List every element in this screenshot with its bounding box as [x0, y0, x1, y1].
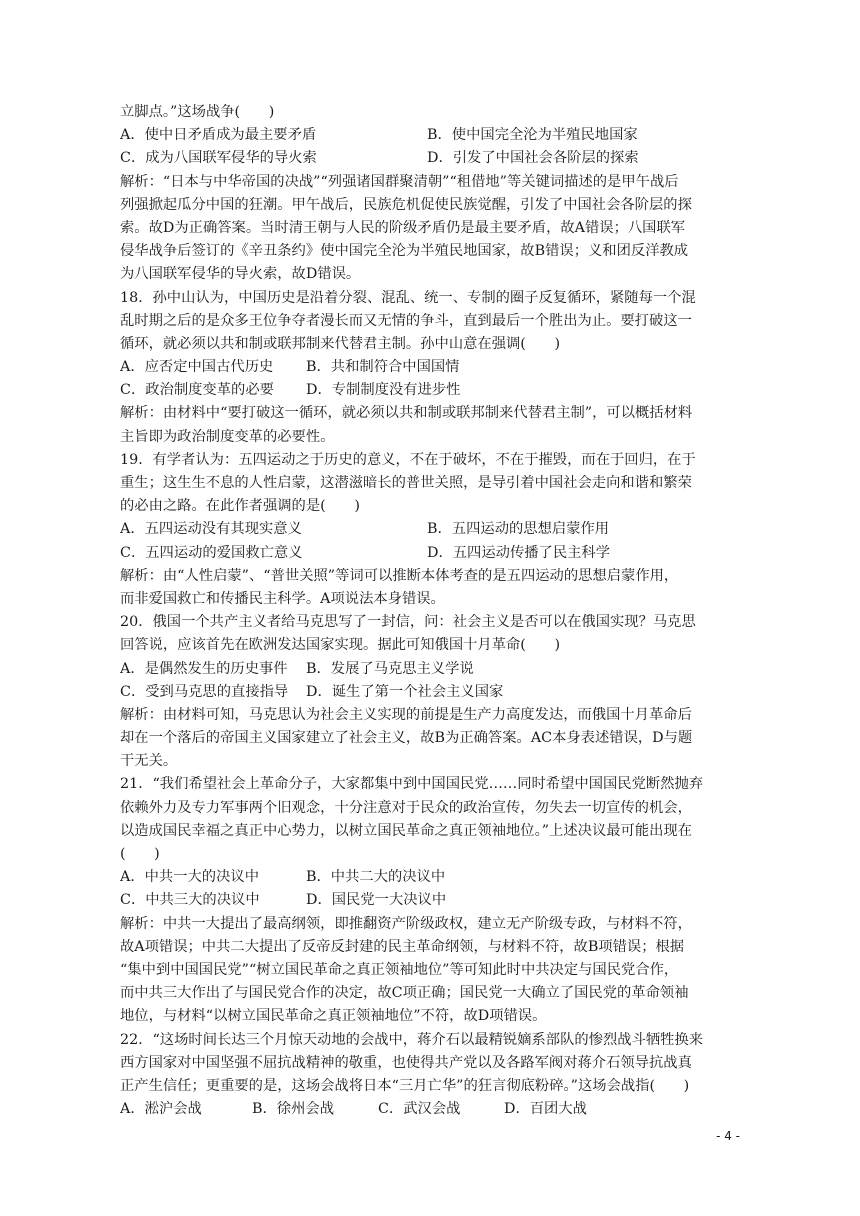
text-line: 解析：由材料中“要打破这一循环，就必须以共和制或联邦制来代替君主制”，可以概括材料 — [120, 405, 693, 422]
answer-option: D．引发了中国社会各阶层的探索 — [427, 150, 639, 167]
options-row — [120, 518, 742, 541]
text-line: 侵华战争后签订的《辛丑条约》使中国完全沦为半殖民地国家，故B错误；义和团反洋教成 — [120, 243, 689, 260]
answer-option: D．五四运动传播了民主科学 — [427, 544, 611, 561]
text-line: 循环，就必须以共和制或联邦制来代替君主制。孙中山意在强调( ) — [120, 335, 561, 352]
text-line: 20．俄国一个共产主义者给马克思写了一封信，问：社会主义是否可以在俄国实现？马克思 — [120, 614, 696, 631]
answer-option: C．政治制度变革的必要 — [120, 382, 274, 399]
text-line: 为八国联军侵华的导火索，故D错误。 — [120, 266, 361, 283]
answer-option: C．武汉会战 — [378, 1101, 461, 1118]
text-line: 而非爱国救亡和传播民主科学。A项说法本身错误。 — [120, 590, 445, 607]
answer-option: D．专制制度没有进步性 — [306, 382, 461, 399]
options-row — [120, 658, 742, 681]
answer-option: B．共和制符合中国国情 — [306, 359, 460, 376]
text-line: 22．“这场时间长达三个月惊天动地的会战中，蒋介石以最精锐嫡系部队的惨烈战斗牺牲换来 — [120, 1031, 704, 1048]
text-line: 重生；这生生不息的人性启蒙，这潜滋暗长的普世关照，是导引着中国社会走向和谐和繁荣 — [120, 475, 692, 491]
text-line: 正产生信任；更重要的是，这场会战将日本“三月亡华”的狂言彻底粉碎。”这场会战指( ) — [120, 1077, 690, 1094]
text-line: 干无关。 — [120, 753, 178, 770]
text-line: “集中到中国国民党”“树立国民革命之真正领袖地位”等可知此时中共决定与国民党合作， — [120, 961, 679, 978]
options-row — [120, 889, 742, 912]
text-line: 19．有学者认为：五四运动之于历史的意义，不在于破坏，不在于摧毁，而在于回归，在于 — [120, 451, 696, 468]
page-number: - 4 - — [716, 1129, 740, 1143]
answer-option: C．中共三大的决议中 — [120, 892, 260, 909]
options-row — [120, 866, 742, 889]
answer-option: D．百团大战 — [504, 1101, 587, 1118]
options-row — [120, 681, 742, 704]
text-line: 西方国家对中国坚强不屈抗战精神的敬重，也使得共产党以及各路军阀对蒋介石领导抗战真 — [120, 1054, 692, 1071]
answer-option: D．国民党一大决议中 — [306, 892, 447, 909]
text-line: 回答说，应该首先在欧洲发达国家实现。据此可知俄国十月革命( ) — [120, 637, 561, 654]
text-line: 解析：由材料可知，马克思认为社会主义实现的前提是生产力高度发达，而俄国十月革命后 — [120, 706, 692, 723]
document-page — [120, 101, 742, 1121]
answer-option: D．诞生了第一个社会主义国家 — [306, 683, 504, 700]
answer-option: B．发展了马克思主义学说 — [306, 660, 474, 677]
answer-option: A．应否定中国古代历史 — [120, 359, 274, 376]
text-line: 解析：由“人性启蒙”、“普世关照”等词可以推断本体考查的是五四运动的思想启蒙作用， — [120, 567, 679, 584]
text-line: 解析：中共一大提出了最高纲领，即推翻资产阶级政权，建立无产阶级专政，与材料不符， — [120, 915, 692, 932]
answer-option: C．五四运动的爱国救亡意义 — [120, 544, 303, 561]
answer-option: A．是偶然发生的历史事件 — [120, 660, 288, 677]
text-line: 乱时期之后的是众多王位争夺者漫长而又无情的争斗，直到最后一个胜出为止。要打破这一 — [120, 312, 692, 329]
text-line: 故A项错误；中共二大提出了反帝反封建的民主革命纲领，与材料不符，故B项错误；根据 — [120, 938, 685, 955]
text-line: 的必由之路。在此作者强调的是( ) — [120, 498, 360, 515]
answer-option: B．中共二大的决议中 — [306, 869, 446, 886]
answer-option: C．受到马克思的直接指导 — [120, 683, 289, 700]
text-line: 主旨即为政治制度变革的必要性。 — [120, 428, 335, 445]
options-row — [120, 379, 742, 402]
text-line: 以造成国民幸福之真正中心势力，以树立国民革命之真正领袖地位。”上述决议最可能出现在 — [120, 822, 693, 839]
text-line: 解析：“日本与中华帝国的决战”“列强诸国群聚清朝”“租借地”等关键词描述的是甲午战后 — [120, 173, 679, 190]
text-line: 而中共三大作出了与国民党合作的决定，故C项正确；国民党一大确立了国民党的革命领袖 — [120, 985, 689, 1002]
text-line: ( ) — [120, 846, 160, 862]
text-line: 18．孙中山认为，中国历史是沿着分裂、混乱、统一、专制的圈子反复循环，紧随每一个混 — [120, 289, 696, 306]
text-line: 列强掀起瓜分中国的狂潮。甲午战后，民族危机促使民族觉醒，引发了中国社会各阶层的探 — [120, 196, 692, 213]
answer-option: B．五四运动的思想启蒙作用 — [427, 521, 610, 538]
answer-option: A．中共一大的决议中 — [120, 869, 259, 886]
text-line: 立脚点。”这场战争( ) — [120, 104, 275, 120]
answer-option: A．五四运动没有其现实意义 — [120, 521, 302, 538]
answer-option: C．成为八国联军侵华的导火索 — [120, 150, 317, 167]
answer-option: B．徐州会战 — [252, 1101, 334, 1118]
options-row — [120, 147, 742, 170]
text-line: 21．“我们希望社会上革命分子，大家都集中到中国国民党……同时希望中国国民党断然抛弃 — [120, 776, 704, 793]
answer-option: B．使中国完全沦为半殖民地国家 — [427, 127, 638, 144]
text-line: 依赖外力及专力军事两个旧观念，十分注意对于民众的政治宣传，勿失去一切宣传的机会， — [120, 799, 692, 816]
answer-option: A．使中日矛盾成为最主要矛盾 — [120, 127, 317, 144]
answer-option: A．淞沪会战 — [120, 1101, 202, 1118]
options-row — [120, 1098, 742, 1121]
options-row — [120, 542, 742, 565]
text-line: 却在一个落后的帝国主义国家建立了社会主义，故B为正确答案。AC本身表述错误，D与题 — [120, 730, 693, 747]
text-line: 地位，与材料“以树立国民革命之真正领袖地位”不符，故D项错误。 — [120, 1008, 547, 1025]
options-row — [120, 124, 742, 147]
text-line: 索。故D为正确答案。当时清王朝与人民的阶级矛盾仍是最主要矛盾，故A错误；八国联军 — [120, 219, 686, 236]
options-row — [120, 356, 742, 379]
